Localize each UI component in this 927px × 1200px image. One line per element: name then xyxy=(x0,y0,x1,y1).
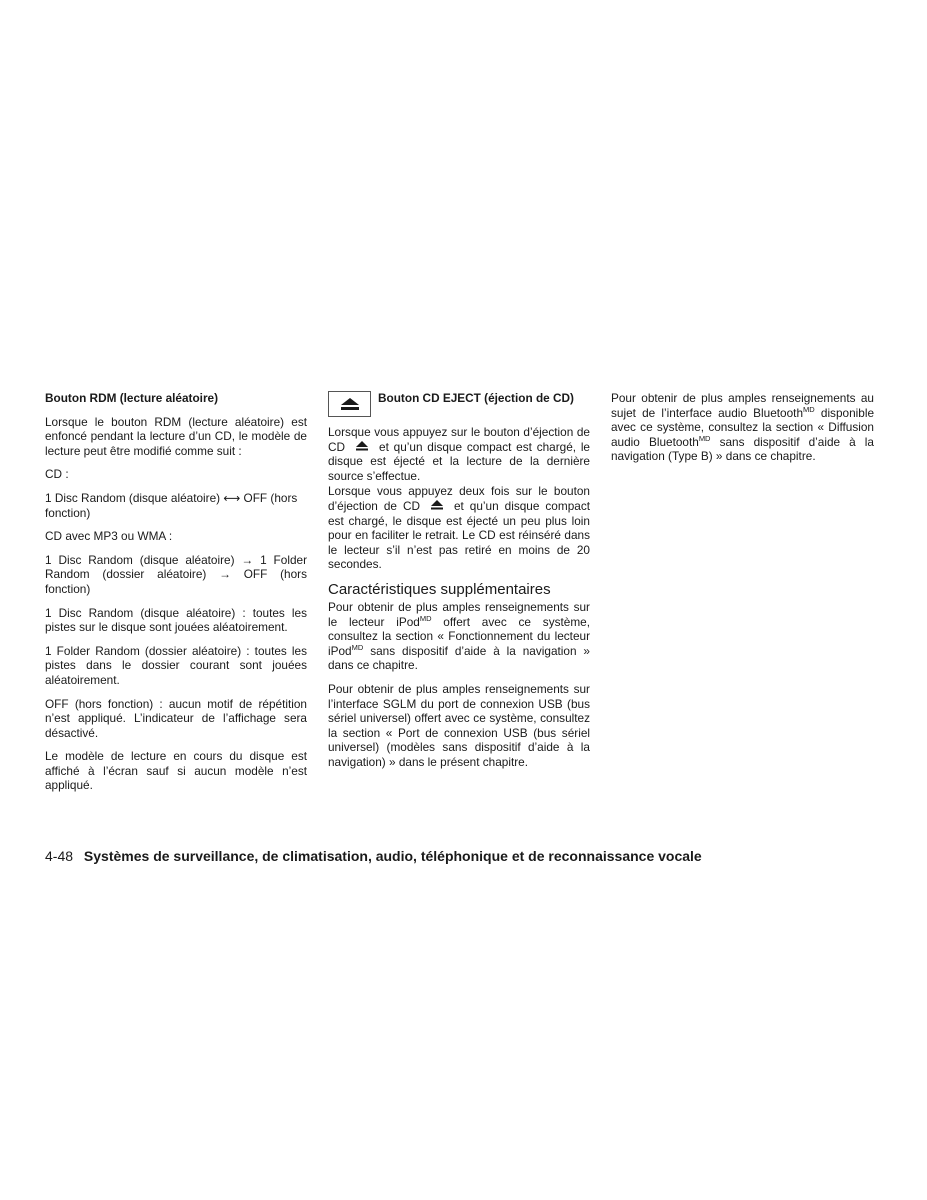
rdm-off-desc: OFF (hors fonction) : aucun motif de répétition n’est appliqué. L’indicateur de l’affichage sera désactivé. xyxy=(45,696,307,740)
eject-icon xyxy=(420,499,454,514)
eject-paragraph-1: Lorsque vous appuyez sur le bouton d’éjection de CD et qu’un disque compact est chargé, le disque est éjecté et la lecture de la dernière source s’effectue. xyxy=(328,425,590,483)
rdm-cd-sequence: 1 Disc Random (disque aléatoire) ⟷ OFF (hors fonction) xyxy=(45,490,298,520)
rdm-folder-random-desc: 1 Folder Random (dossier aléatoire) : toutes les pistes dans le dossier courant sont jouées aléatoirement. xyxy=(45,643,307,687)
rdm-disc-random-desc: 1 Disc Random (disque aléatoire) : toutes les pistes sur le disque sont jouées aléatoirement. xyxy=(45,605,307,635)
bluetooth-paragraph: Pour obtenir de plus amples renseignements au sujet de l’interface audio Bluetooth$^{MD}$ disponible avec ce système, consultez la section « Diffusion audio Bluetooth$^{MD}$ sans dispositif d’aide à la navigation (Type B) » dans ce chapitre. xyxy=(611,391,875,464)
rdm-intro: Lorsque le bouton RDM (lecture aléatoire) est enfoncé pendant la lecture d’un CD, le modèle de lecture peut être modifié comme suit : xyxy=(45,414,307,458)
eject-heading-block xyxy=(328,391,590,417)
usb-paragraph: Pour obtenir de plus amples renseignements sur l’interface SGLM du port de connexion USB (bus sériel universel) offert avec ce système, consultez la section « Port de connexion USB (bus sériel universel) (modèles sans dispositif d’aide à la navigation) » dans le présent chapitre. xyxy=(328,681,590,769)
page-footer xyxy=(45,847,702,865)
rdm-mp3-sequence: 1 Disc Random (disque aléatoire) → 1 Folder Random (dossier aléatoire) → OFF (hors fonction) xyxy=(45,552,307,596)
ipod-paragraph: Pour obtenir de plus amples renseignements sur le lecteur iPod$^{MD}$ offert avec ce système, consultez la section « Fonctionnement du lecteur iPod$^{MD}$ sans dispositif d’aide à la navigation » dans ce chapitre. xyxy=(328,599,590,673)
page-number: 4-48 xyxy=(45,848,74,864)
column-eject xyxy=(328,391,590,778)
rdm-display-note: Le modèle de lecture en cours du disque est affiché à l’écran sauf si aucun modèle n’est appliqué. xyxy=(45,749,307,793)
eject-icon xyxy=(345,440,379,455)
eject-paragraph-2: Lorsque vous appuyez deux fois sur le bouton d’éjection de CD et qu’un disque compact est chargé, le disque est éjecté un peu plus loin pour en faciliter le retrait. Le CD est réinséré dans le lecteur s’il n’est pas retiré en moins de 20 secondes. xyxy=(328,484,590,572)
column-bluetooth xyxy=(611,391,874,473)
eject-heading: Bouton CD EJECT (éjection de CD) xyxy=(378,391,574,405)
rdm-cd-label: CD : xyxy=(45,467,69,482)
additional-features-heading: Caractéristiques supplémentaires xyxy=(328,580,551,598)
eject-icon xyxy=(340,397,360,411)
rdm-heading: Bouton RDM (lecture aléatoire) xyxy=(45,391,219,405)
chapter-title: Systèmes de surveillance, de climatisation, audio, téléphonique et de reconnaissance vocale xyxy=(83,848,702,864)
rdm-mp3-label: CD avec MP3 ou WMA : xyxy=(45,529,173,544)
column-rdm xyxy=(45,391,307,802)
eject-icon-box xyxy=(328,391,371,417)
